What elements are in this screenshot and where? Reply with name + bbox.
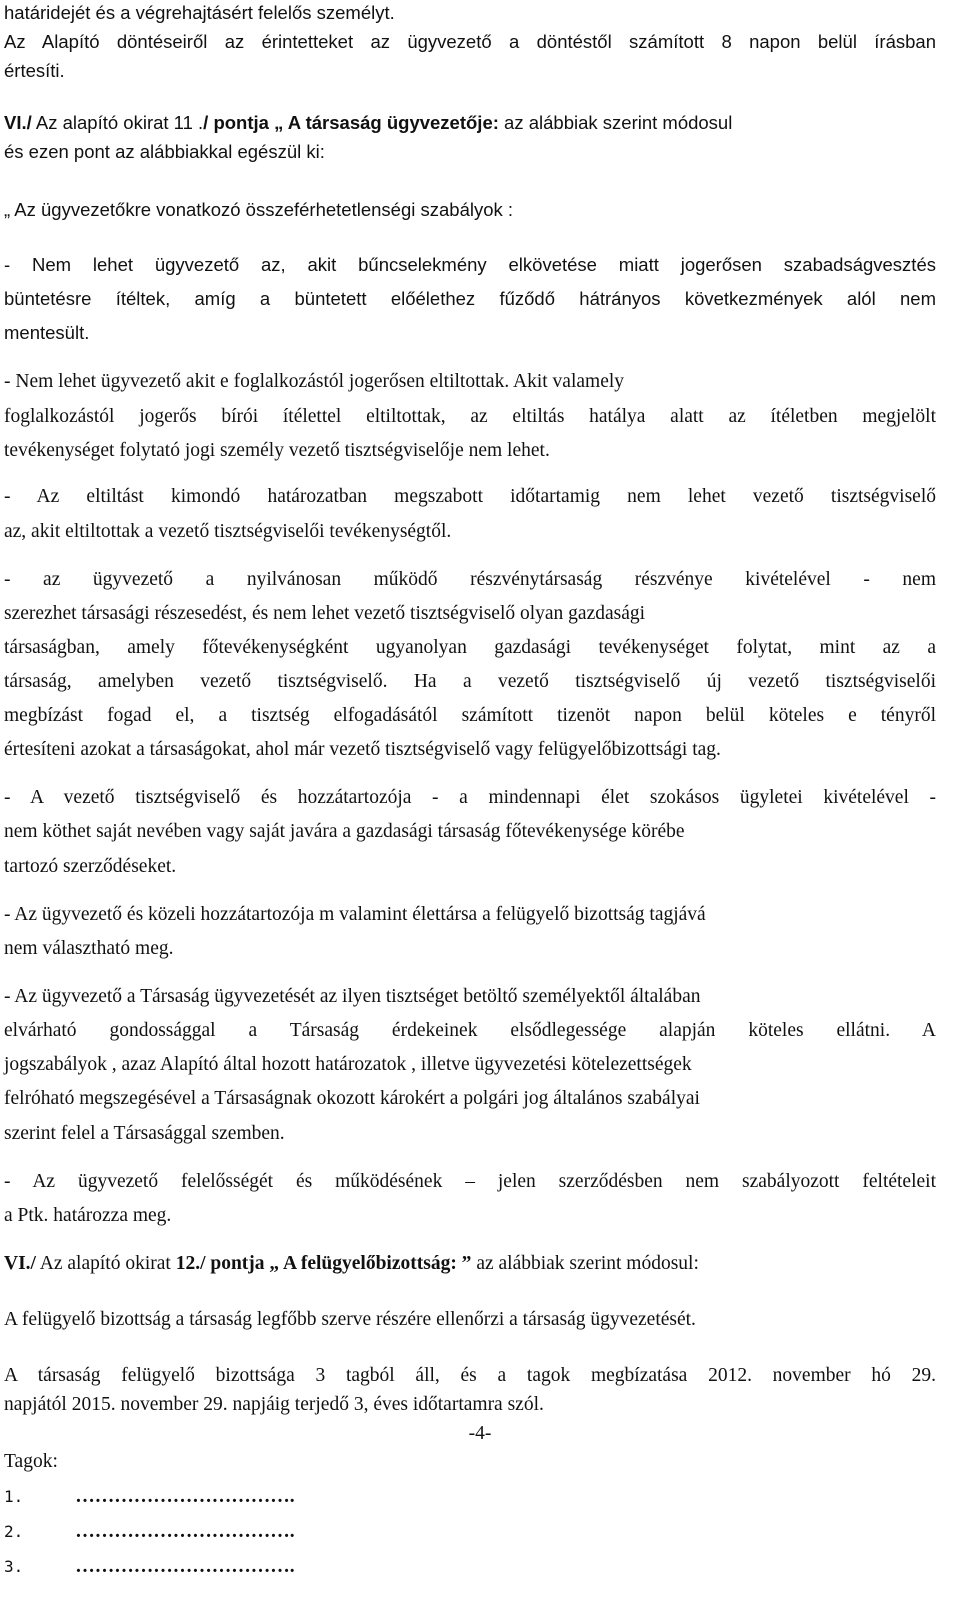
list-placeholder: ……………………………. — [75, 1556, 295, 1577]
heading-suffix: az alábbiak szerint módosul: — [471, 1253, 699, 1274]
heading-title: / pontja „ A társaság ügyvezetője: — [203, 112, 499, 133]
page-number: -4- — [468, 1423, 492, 1444]
text-line: az, akit eltiltottak a vezető tisztségviselői tevékenységtől. — [4, 521, 452, 542]
list-placeholder: ……………………………. — [75, 1486, 295, 1507]
text-line: - Az eltiltást kimondó határozatban megszabott időtartamig nem lehet vezető tisztségviselő — [4, 486, 936, 507]
text-line: elvárható gondossággal a Társaság érdekeinek elsődlegessége alapján köteles ellátni. A — [4, 1020, 936, 1041]
text-line: tartozó szerződéseket. — [4, 856, 177, 877]
text-line: A felügyelő bizottság a társaság legfőbb szerve részére ellenőrzi a társaság ügyvezetését. — [4, 1309, 696, 1330]
text-line: - Az ügyvezető felelősségét és működésének – jelen szerződésben nem szabályozott feltételeit — [4, 1171, 936, 1192]
heading-number: VI./ — [4, 112, 32, 133]
text-line: foglalkozástól jogerős bírói ítélettel eltiltottak, az eltiltás hatálya alatt az ítéletben megjelölt — [4, 406, 936, 427]
list-item — [4, 1487, 295, 1507]
list-item — [4, 1522, 295, 1542]
text-line: szerezhet társasági részesedést, és nem lehet vezető tisztségviselő olyan gazdasági — [4, 603, 646, 624]
text-line: és ezen pont az alábbiakkal egészül ki: — [4, 141, 325, 162]
text-line: értesíti. — [4, 60, 65, 81]
list-number: 1. — [4, 1487, 24, 1506]
text-line: A társaság felügyelő bizottsága 3 tagból áll, és a tagok megbízatása 2012. november hó 29. — [4, 1365, 936, 1386]
text-line: - Nem lehet ügyvezető akit e foglalkozástól jogerősen eltiltottak. Akit valamely — [4, 371, 625, 392]
text-line: a Ptk. határozza meg. — [4, 1205, 172, 1226]
text-line: - az ügyvezető a nyilvánosan működő részvénytársaság részvénye kivételével - nem — [4, 569, 936, 590]
text-line: értesíteni azokat a társaságokat, ahol már vezető tisztségviselő vagy felügyelőbizottsági tag. — [4, 739, 721, 760]
text-line: - Nem lehet ügyvezető az, akit bűncselekmény elkövetése miatt jogerősen szabadságvesztés — [4, 254, 936, 275]
text-line: büntetésre ítéltek, amíg a büntetett előélethez fűződő hátrányos következmények alól nem — [4, 288, 936, 309]
list-number: 2. — [4, 1522, 24, 1541]
heading-number: VI./ — [4, 1253, 36, 1274]
text-line: jogszabályok , azaz Alapító által hozott határozatok , illetve ügyvezetési kötelezettségek — [4, 1054, 692, 1075]
text-line: Az Alapító döntéseiről az érintetteket az ügyvezető a döntéstől számított 8 napon belül írásban — [4, 31, 936, 52]
heading-title: 12./ pontja „ A felügyelőbizottság: ” — [175, 1253, 472, 1274]
text-line: társaságban, amely főtevékenységként ugyanolyan gazdasági tevékenységet folytat, mint az a — [4, 637, 936, 658]
text-line: - A vezető tisztségviselő és hozzátartozója - a mindennapi élet szokásos ügyletei kivételével - — [4, 787, 936, 808]
section-heading — [4, 114, 732, 133]
heading-text: Az alapító okirat — [35, 1253, 176, 1274]
list-item — [4, 1557, 295, 1577]
list-number: 3. — [4, 1557, 24, 1576]
text-line: társaság, amelyben vezető tisztségviselő. Ha a vezető tisztségviselő új vezető tisztségviselői — [4, 671, 936, 692]
text-line: mentesült. — [4, 322, 90, 343]
heading-text: Az alapító okirat 11 . — [31, 112, 204, 133]
text-line: Tagok: — [4, 1451, 58, 1472]
text-line: „ Az ügyvezetőkre vonatkozó összeférhetetlenségi szabályok : — [4, 199, 514, 220]
text-line: nem választható meg. — [4, 938, 174, 959]
text-line: napjától 2015. november 29. napjáig terjedő 3, éves időtartamra szól. — [4, 1394, 544, 1415]
text-line: határidejét és a végrehajtásért felelős személyt. — [4, 2, 395, 23]
text-line: - Az ügyvezető a Társaság ügyvezetését az ilyen tisztséget betöltő személyektől általában — [4, 986, 701, 1007]
section-heading — [4, 1254, 699, 1274]
text-line: szerint felel a Társasággal szemben. — [4, 1123, 285, 1144]
text-line: - Az ügyvezető és közeli hozzátartozója m valamint élettársa a felügyelő bizottság tagjává — [4, 904, 706, 925]
heading-suffix: az alábbiak szerint módosul — [498, 112, 733, 133]
text-line: nem köthet saját nevében vagy saját javára a gazdasági társaság főtevékenysége körébe — [4, 821, 685, 842]
text-line: megbízást fogad el, a tisztség elfogadásától számított tizenöt napon belül köteles e tényről — [4, 705, 936, 726]
list-placeholder: ……………………………. — [75, 1521, 295, 1542]
text-line: felróható megszegésével a Társaságnak okozott károkért a polgári jog általános szabályai — [4, 1088, 700, 1109]
text-line: tevékenységet folytató jogi személy vezető tisztségviselője nem lehet. — [4, 440, 550, 461]
